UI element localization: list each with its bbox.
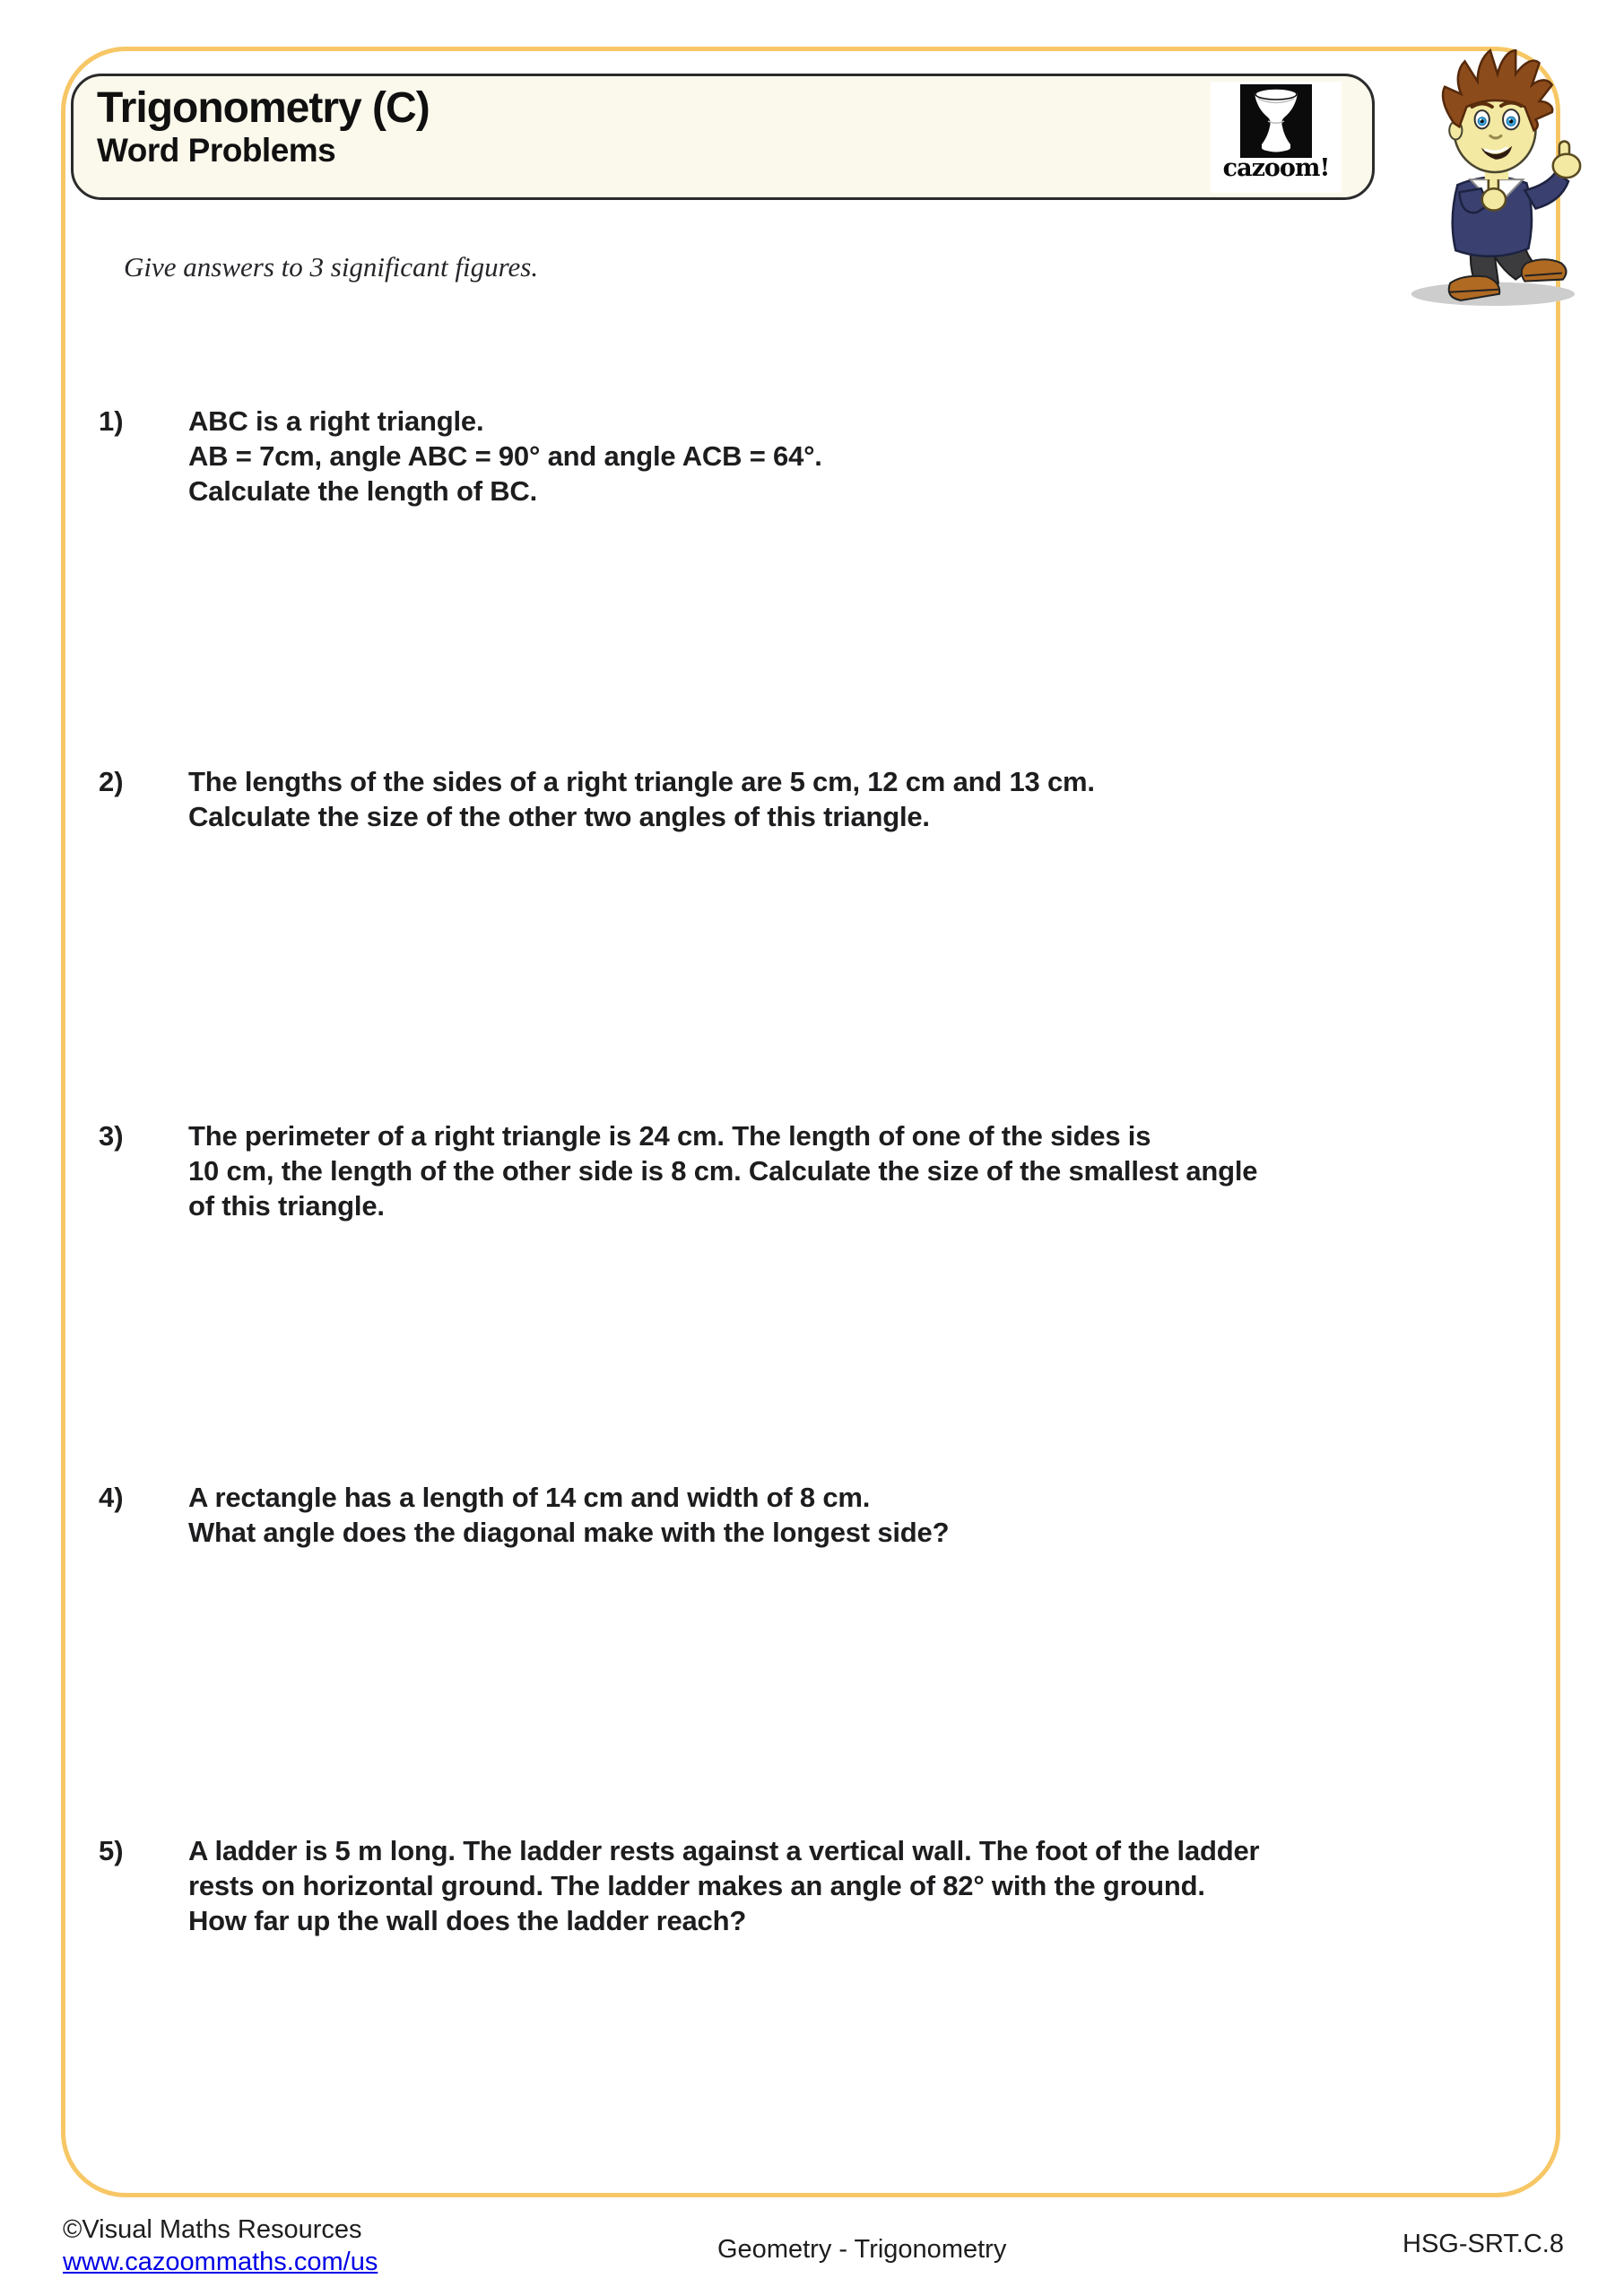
question-number: 5) [99, 1835, 124, 1866]
question-text: ABC is a right triangle. AB = 7cm, angle ABC = 90° and angle ACB = 64°. Calculate the length of BC. [188, 405, 822, 507]
footer-left-block [63, 2213, 378, 2278]
page-title: Trigonometry (C) [97, 84, 430, 132]
header-titles [97, 83, 430, 170]
djembe-drum-icon [1240, 84, 1312, 158]
mascot-boy-thumbs-up-illustration [1388, 36, 1616, 309]
header-box [71, 74, 1375, 200]
question-number: 2) [99, 766, 124, 797]
page-subtitle: Word Problems [97, 132, 336, 169]
copyright-text: ©Visual Maths Resources [63, 2215, 362, 2244]
question-text: The lengths of the sides of a right triangle are 5 cm, 12 cm and 13 cm. Calculate the size of the other two angles of this triangle. [188, 766, 1095, 832]
cazoom-logo [1211, 82, 1342, 193]
question-text: A rectangle has a length of 14 cm and width of 8 cm. What angle does the diagonal make with the longest side? [188, 1482, 950, 1548]
question-number: 1) [99, 405, 124, 437]
question-2 [99, 764, 1095, 834]
question-text: The perimeter of a right triangle is 24 cm. The length of one of the sides is 10 cm, the length of the other side is 8 cm. Calculate the size of the smallest angle of this triangle. [188, 1120, 1258, 1222]
footer-topic-label: Geometry - Trigonometry [717, 2235, 1007, 2264]
question-1 [99, 404, 822, 509]
question-3 [99, 1118, 1257, 1223]
cazoommaths-link[interactable]: www.cazoommaths.com/us [63, 2248, 378, 2276]
question-text: A ladder is 5 m long. The ladder rests against a vertical wall. The foot of the ladder rests on horizontal ground. The ladder makes an angle of 82° with the ground. How far up the wall does the ladder reach? [188, 1835, 1260, 1936]
question-number: 4) [99, 1482, 124, 1513]
instruction-text: Give answers to 3 significant figures. [124, 251, 539, 283]
question-5 [99, 1833, 1259, 1938]
question-number: 3) [99, 1120, 124, 1152]
footer-standard-code: HSG-SRT.C.8 [1403, 2230, 1564, 2258]
question-4 [99, 1480, 949, 1550]
cazoom-logo-text: cazoom! [1222, 154, 1330, 182]
